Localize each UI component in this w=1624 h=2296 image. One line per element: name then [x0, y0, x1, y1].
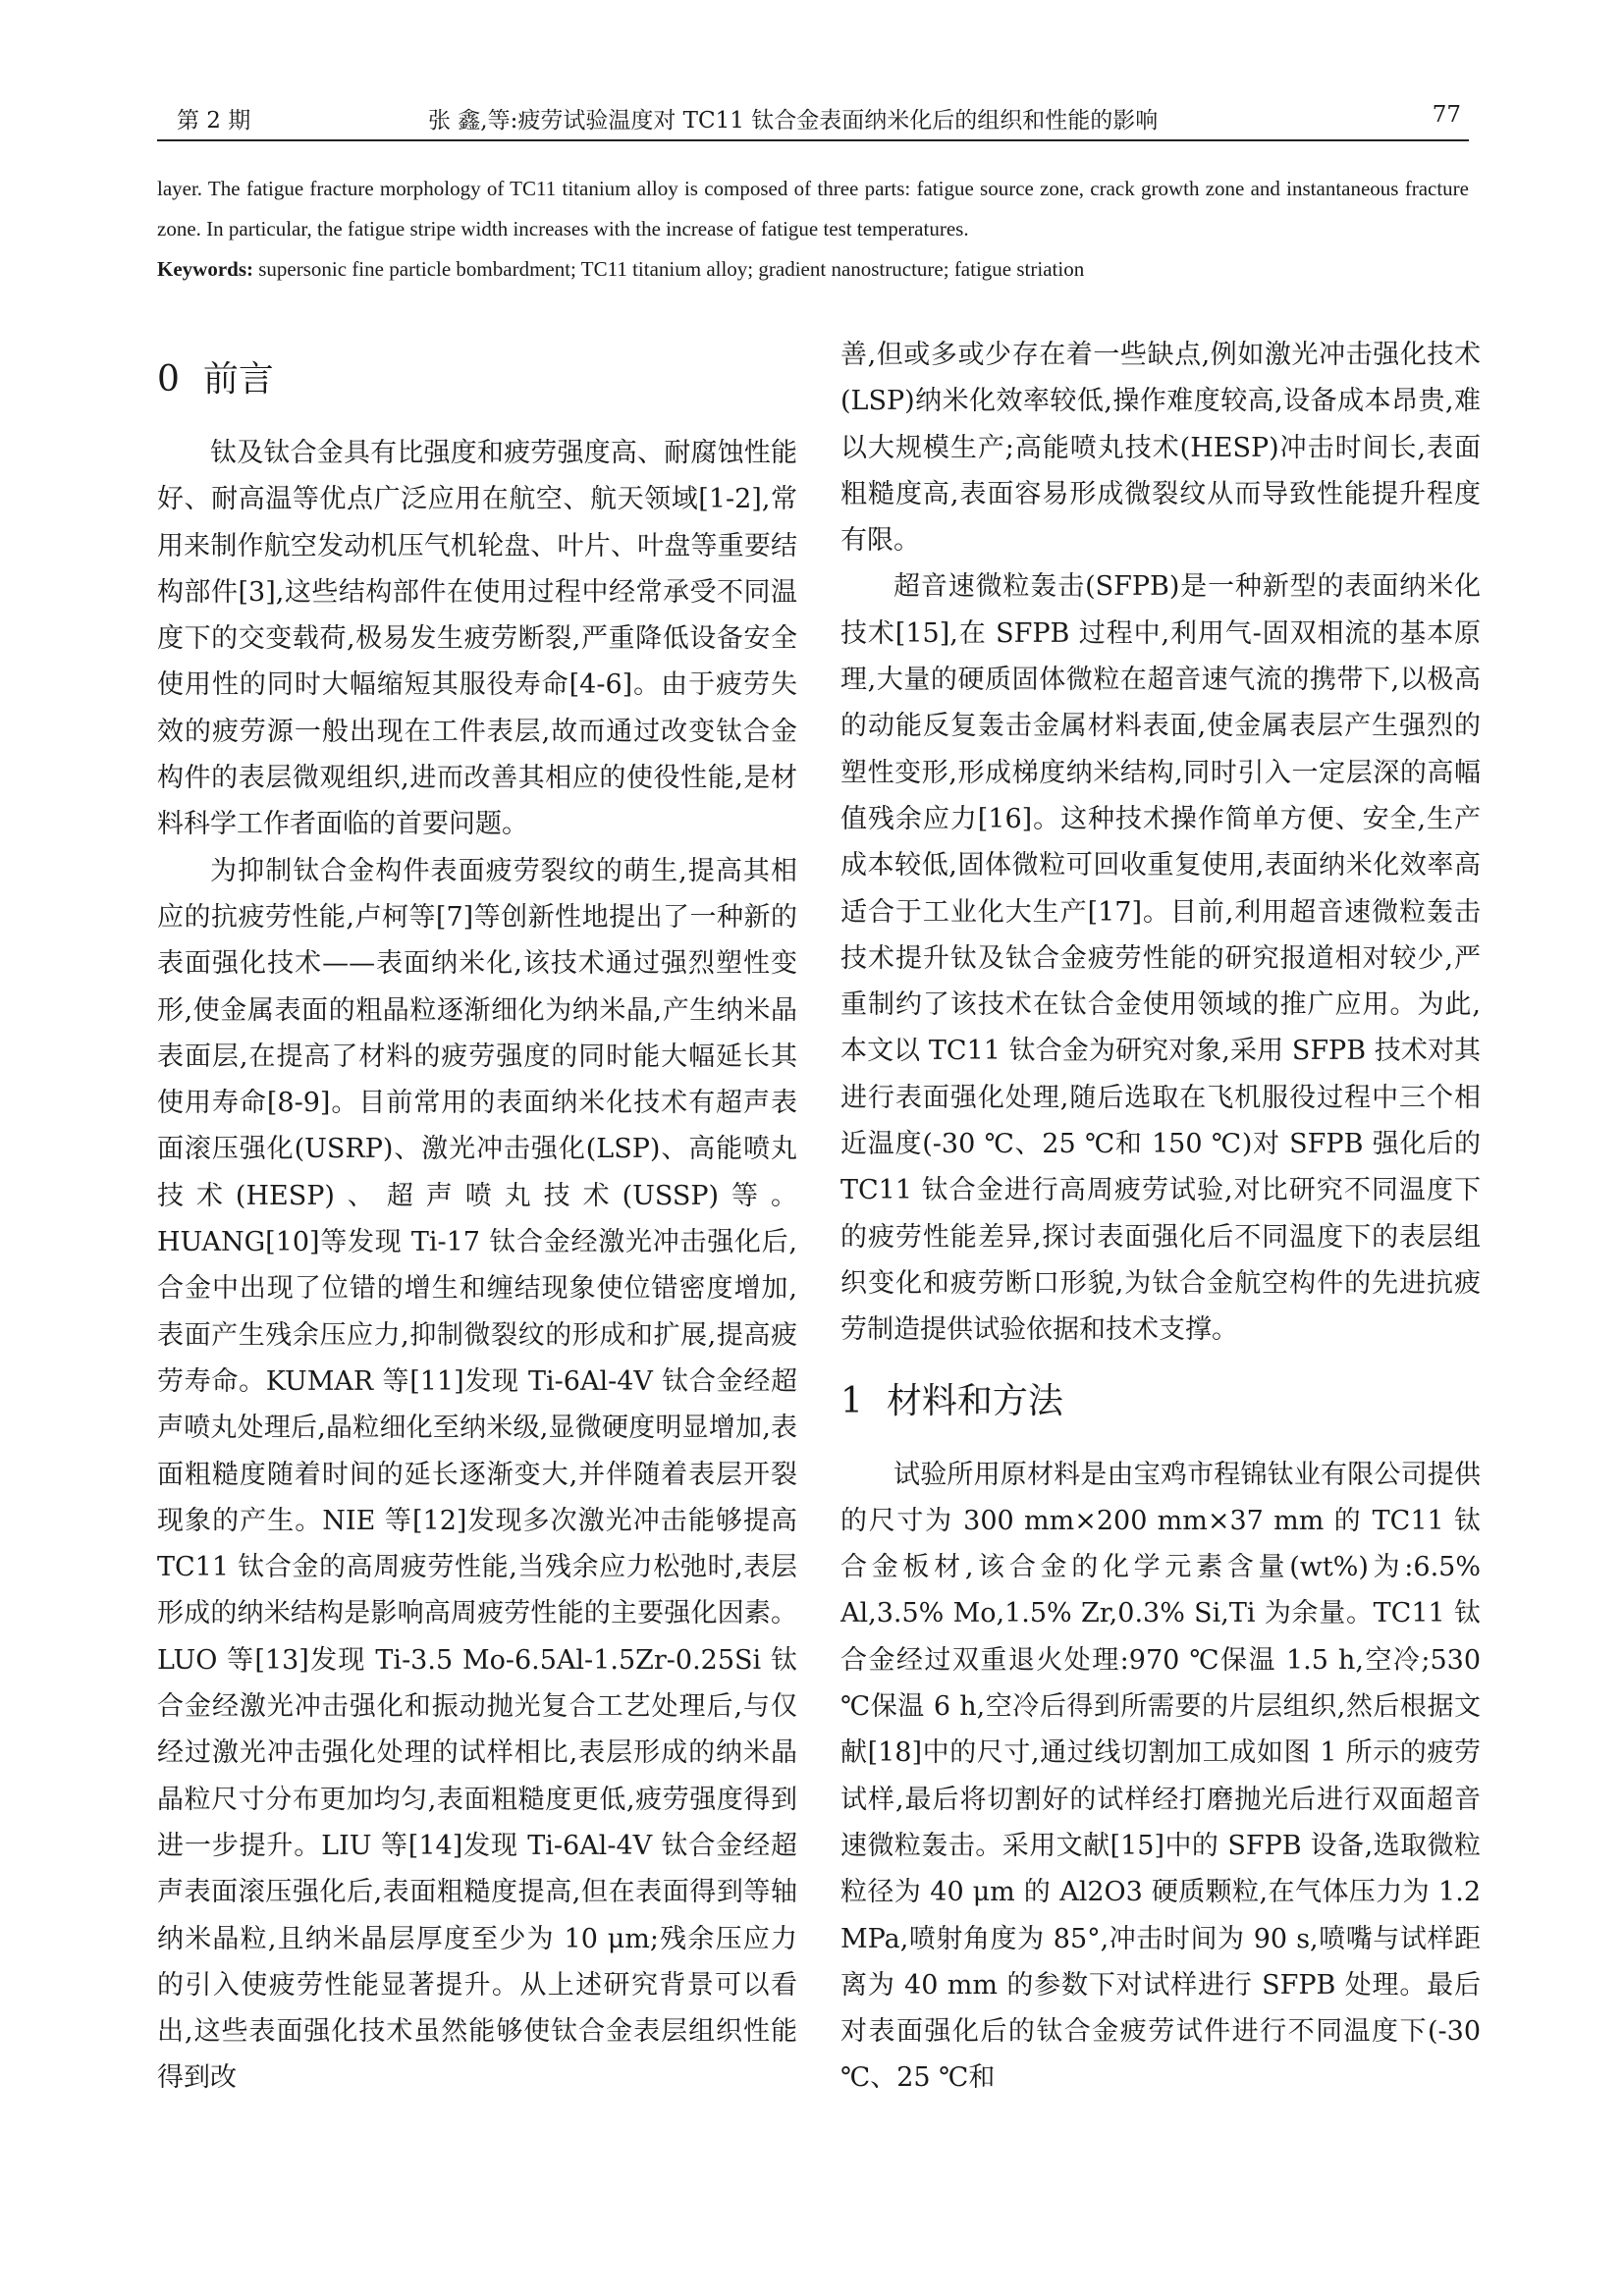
running-header: [157, 96, 1469, 135]
keywords-label: Keywords:: [157, 257, 253, 281]
running-title: 张 鑫,等:疲劳试验温度对 TC11 钛合金表面纳米化后的组织和性能的影响: [428, 108, 1159, 133]
keywords-line: [157, 249, 1469, 290]
paragraph: 钛及钛合金具有比强度和疲劳强度高、耐腐蚀性能好、耐高温等优点广泛应用在航空、航天领域[1-2],常用来制作航空发动机压气机轮盘、叶片、叶盘等重要结构部件[3],这些结构部件在使用过程中经常承受不同温度下的交变载荷,极易发生疲劳断裂,严重降低设备安全使用性的同时大幅缩短其服役寿命[4-6]。由于疲劳失效的疲劳源一般出现在工件表层,故而通过改变钛合金构件的表层微观组织,进而改善其相应的使役性能,是材料科学工作者面临的首要问题。: [157, 438, 797, 840]
section-heading-intro: [157, 353, 797, 406]
paragraph: 为抑制钛合金构件表面疲劳裂纹的萌生,提高其相应的抗疲劳性能,卢柯等[7]等创新性地提出了一种新的表面强化技术——表面纳米化,该技术通过强烈塑性变形,使金属表面的粗晶粒逐渐细化为纳米晶,产生纳米晶表面层,在提高了材料的疲劳强度的同时能大幅延长其使用寿命[8-9]。目前常用的表面纳米化技术有超声表面滚压强化(USRP)、激光冲击强化(LSP)、高能喷丸技术(HESP)、超声喷丸技术(USSP)等。HUANG[10]等发现 Ti-17 钛合金经激光冲击强化后,合金中出现了位错的增生和缠结现象使位错密度增加,表面产生残余压应力,抑制微裂纹的形成和扩展,提高疲劳寿命。KUMAR 等[11]发现 Ti-6Al-4V 钛合金经超声喷丸处理后,晶粒细化至纳米级,显微硬度明显增加,表面粗糙度随着时间的延长逐渐变大,并伴随着表层开裂现象的产生。NIE 等[12]发现多次激光冲击能够提高 TC11 钛合金的高周疲劳性能,当残余应力松弛时,表层形成的纳米结构是影响高周疲劳性能的主要强化因素。LUO 等[13]发现 Ti-3.5 Mo-6.5Al-1.5Zr-0.25Si 钛合金经激光冲击强化和振动抛光复合工艺处理后,与仅经过激光冲击强化处理的试样相比,表层形成的纳米晶晶粒尺寸分布更加均匀,表面粗糙度更低,疲劳强度得到进一步提升。LIU 等[14]发现 Ti-6Al-4V 钛合金经超声表面滚压强化后,表面粗糙度提高,但在表面得到等轴纳米晶粒,且纳米晶层厚度至少为 10 μm;残余压应力的引入使疲劳性能显著提升。从上述研究背景可以看出,这些表面强化技术虽然能够使钛合金表层组织性能得到改: [157, 855, 797, 2094]
page-number: 77: [1432, 102, 1461, 128]
right-column: [840, 332, 1481, 2102]
left-column: [157, 332, 797, 2102]
section-title: 前言: [202, 359, 274, 400]
paragraph: 试验所用原材料是由宝鸡市程锦钛业有限公司提供的尺寸为 300 mm×200 mm×37 mm 的 TC11 钛合金板材,该合金的化学元素含量(wt%)为:6.5% Al,3.5% Mo,1.5% Zr,0.3% Si,Ti 为余量。TC11 钛合金经过双重退火处理:970 ℃保温 1.5 h,空冷;530 ℃保温 6 h,空冷后得到所需要的片层组织,然后根据文献[18]中的尺寸,通过线切割加工成如图 1 所示的疲劳试样,最后将切割好的试样经打磨抛光后进行双面超音速微粒轰击。采用文献[15]中的 SFPB 设备,选取微粒粒径为 40 μm 的 Al2O3 硬质颗粒,在气体压力为 1.2 MPa,喷射角度为 85°,冲击时间为 90 s,喷嘴与试样距离为 40 mm 的参数下对试样进行 SFPB 处理。最后对表面强化后的钛合金疲劳试件进行不同温度下(-30 ℃、25 ℃和: [840, 1459, 1481, 2094]
header-rule: [157, 139, 1469, 141]
section-number: 1: [840, 1380, 863, 1421]
section-number: 0: [157, 359, 180, 400]
abstract-text: layer. The fatigue fracture morphology of TC11 titanium alloy is composed of three parts: fatigue source zone, crack growth zone and instantaneous fracture zone. In particular, the fatigue stripe width increases with the increase of fatigue test temperatures.: [157, 177, 1469, 240]
section-title: 材料和方法: [886, 1380, 1063, 1421]
paragraph: 超音速微粒轰击(SFPB)是一种新型的表面纳米化技术[15],在 SFPB 过程中,利用气-固双相流的基本原理,大量的硬质固体微粒在超音速气流的携带下,以极高的动能反复轰击金属材料表面,使金属表层产生强烈的塑性变形,形成梯度纳米结构,同时引入一定层深的高幅值残余应力[16]。这种技术操作简单方便、安全,生产成本较低,固体微粒可回收重复使用,表面纳米化效率高适合于工业化大生产[17]。目前,利用超音速微粒轰击技术提升钛及钛合金疲劳性能的研究报道相对较少,严重制约了该技术在钛合金使用领域的推广应用。为此,本文以 TC11 钛合金为研究对象,采用 SFPB 技术对其进行表面强化处理,随后选取在飞机服役过程中三个相近温度(-30 ℃、25 ℃和 150 ℃)对 SFPB 强化后的 TC11 钛合金进行高周疲劳试验,对比研究不同温度下的疲劳性能差异,探讨表面强化后不同温度下的表层组织变化和疲劳断口形貌,为钛合金航空构件的先进抗疲劳制造提供试验依据和技术支撑。: [840, 571, 1481, 1346]
section-heading-methods: [840, 1375, 1481, 1428]
abstract-tail: [157, 169, 1469, 290]
keywords-text: supersonic fine particle bombardment; TC11 titanium alloy; gradient nanostructure; fatigue striation: [258, 257, 1085, 281]
issue-number: 第 2 期: [177, 108, 251, 133]
paragraph-continued: 善,但或多或少存在着一些缺点,例如激光冲击强化技术(LSP)纳米化效率较低,操作难度较高,设备成本昂贵,难以大规模生产;高能喷丸技术(HESP)冲击时间长,表面粗糙度高,表面容易形成微裂纹从而导致性能提升程度有限。: [840, 340, 1481, 557]
